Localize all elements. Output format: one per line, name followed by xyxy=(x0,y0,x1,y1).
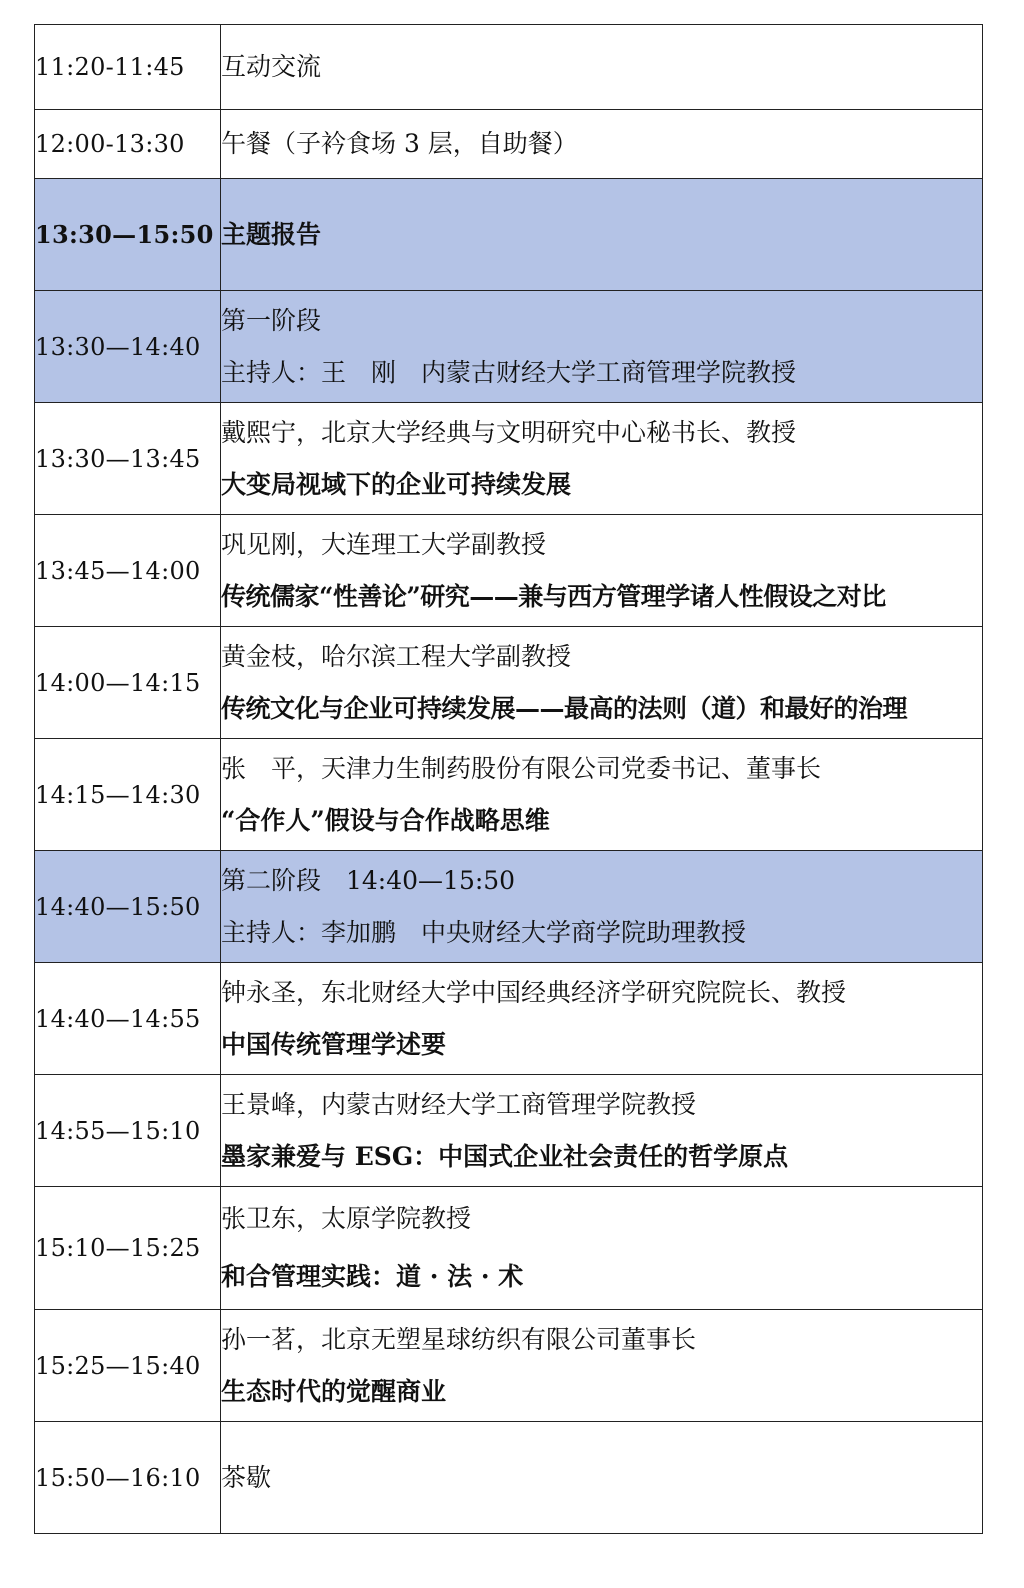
table-row xyxy=(35,739,983,851)
time-cell: 13:30—14:40 xyxy=(35,291,221,403)
talk-title: 墨家兼爱与 ESG：中国式企业社会责任的哲学原点 xyxy=(221,1141,789,1171)
stage-row xyxy=(35,291,983,403)
table-row xyxy=(35,1187,983,1310)
stage-row xyxy=(35,851,983,963)
time-cell: 11:20-11:45 xyxy=(35,25,221,110)
time-cell: 12:00-13:30 xyxy=(35,110,221,179)
talk-title: 传统儒家“性善论”研究——兼与西方管理学诸人性假设之对比 xyxy=(221,581,886,611)
content-cell xyxy=(221,963,983,1075)
table-row xyxy=(35,627,983,739)
speaker-text: 黄金枝，哈尔滨工程大学副教授 xyxy=(221,641,572,671)
time-cell: 14:40—15:50 xyxy=(35,851,221,963)
speaker-text: 张卫东，太原学院教授 xyxy=(221,1204,472,1233)
content-cell xyxy=(221,1310,983,1422)
speaker-text: 戴熙宁，北京大学经典与文明研究中心秘书长、教授 xyxy=(221,417,797,447)
content-cell xyxy=(221,1075,983,1187)
content-cell xyxy=(221,851,983,963)
time-cell: 14:55—15:10 xyxy=(35,1075,221,1187)
table-row xyxy=(35,1075,983,1187)
content-cell xyxy=(221,110,983,179)
section-header-row xyxy=(35,179,983,291)
talk-title: 和合管理实践：道 · 法 · 术 xyxy=(221,1262,524,1291)
stage-title: 第二阶段 14:40—15:50 xyxy=(221,865,516,895)
table-row xyxy=(35,1422,983,1534)
schedule-table xyxy=(34,24,983,1534)
content-cell xyxy=(221,739,983,851)
table-row xyxy=(35,110,983,179)
speaker-text: 张 平，天津力生制药股份有限公司党委书记、董事长 xyxy=(221,753,822,783)
table-row xyxy=(35,515,983,627)
table-row xyxy=(35,963,983,1075)
table-row xyxy=(35,25,983,110)
content-cell xyxy=(221,515,983,627)
speaker-text: 孙一茗，北京无塑星球纺织有限公司董事长 xyxy=(221,1324,697,1354)
time-cell: 14:00—14:15 xyxy=(35,627,221,739)
time-cell: 14:40—14:55 xyxy=(35,963,221,1075)
time-cell: 14:15—14:30 xyxy=(35,739,221,851)
content-cell xyxy=(221,1422,983,1534)
activity-text: 互动交流 xyxy=(221,52,322,81)
content-cell xyxy=(221,1187,983,1310)
section-title: 主题报告 xyxy=(221,219,322,249)
talk-title: “合作人”假设与合作战略思维 xyxy=(221,805,550,835)
talk-title: 生态时代的觉醒商业 xyxy=(221,1376,447,1406)
time-cell: 15:50—16:10 xyxy=(35,1422,221,1534)
time-cell: 15:25—15:40 xyxy=(35,1310,221,1422)
time-cell: 15:10—15:25 xyxy=(35,1187,221,1310)
table-row xyxy=(35,1310,983,1422)
content-cell xyxy=(221,291,983,403)
time-cell: 13:30—15:50 xyxy=(35,179,221,291)
speaker-text: 王景峰，内蒙古财经大学工商管理学院教授 xyxy=(221,1089,697,1119)
activity-text: 茶歇 xyxy=(221,1462,272,1492)
time-cell: 13:30—13:45 xyxy=(35,403,221,515)
content-cell xyxy=(221,403,983,515)
talk-title: 传统文化与企业可持续发展——最高的法则（道）和最好的治理 xyxy=(221,693,908,723)
table-row xyxy=(35,403,983,515)
time-cell: 13:45—14:00 xyxy=(35,515,221,627)
host-text: 主持人：王 刚 内蒙古财经大学工商管理学院教授 xyxy=(221,357,797,387)
content-cell xyxy=(221,627,983,739)
activity-text: 午餐（子衿食场 3 层，自助餐） xyxy=(221,129,578,158)
speaker-text: 巩见刚，大连理工大学副教授 xyxy=(221,529,547,559)
host-text: 主持人：李加鹏 中央财经大学商学院助理教授 xyxy=(221,917,747,947)
speaker-text: 钟永圣，东北财经大学中国经典经济学研究院院长、教授 xyxy=(221,977,847,1007)
talk-title: 中国传统管理学述要 xyxy=(221,1029,447,1059)
content-cell xyxy=(221,179,983,291)
stage-title: 第一阶段 xyxy=(221,305,322,335)
talk-title: 大变局视域下的企业可持续发展 xyxy=(221,469,572,499)
content-cell xyxy=(221,25,983,110)
